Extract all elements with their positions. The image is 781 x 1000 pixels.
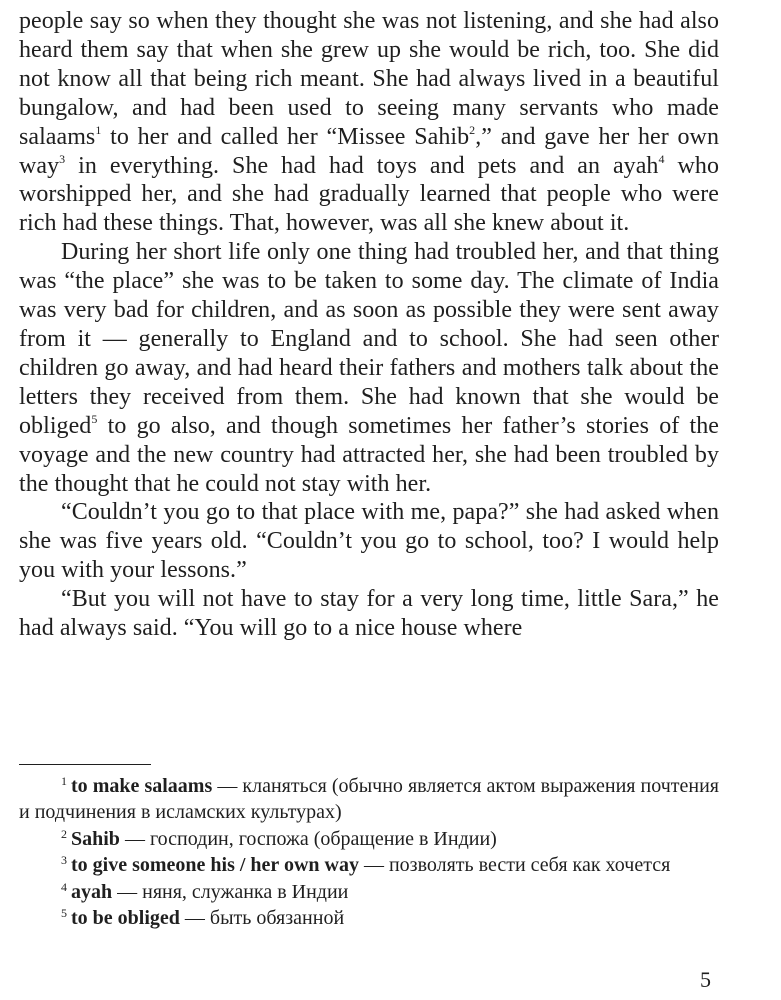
footnote-5: $^5$ to be obliged — быть обязанной <box>61 906 345 930</box>
footnote-ref-5: 5 <box>91 411 98 426</box>
footnote-divider <box>19 764 151 765</box>
paragraph-1: people say so when they thought she was not listening, and she had also heard them say that when she grew up she would be rich, too. She did not know all that being rich meant. She had always lived in a beautiful bungalow, and had been used to seeing many servants who made salaams$^1$ to her and called her “Missee Sahib$^2$,” and gave her her own way$^3$ in everything. She had had toys and pets and an ayah$^4$ who worshipped her, and she had gradually learned that people who were rich had these things. That, however, was all she knew about it. <box>19 8 719 237</box>
footnote-1: $^1$ to make salaams — кланяться (обычно является актом выражения почтения и подчинения в исламских культурах) <box>19 774 720 824</box>
footnote-4: $^4$ ayah — няня, служанка в Индии <box>61 879 349 903</box>
footnote-2: $^2$ Sahib — господин, госпожа (обращение в Индии) <box>61 826 497 850</box>
footnote-ref-1: 1 <box>95 122 102 137</box>
paragraph-4: “But you will not have to stay for a very long time, little Sara,” he had always said. “You will go to a nice house where <box>19 586 719 642</box>
paragraph-3: “Couldn’t you go to that place with me, papa?” she had asked when she was five years old. “Couldn’t you go to school, too? I would help you with your lessons.” <box>19 499 719 584</box>
footnote-3: $^3$ to give someone his / her own way — позволять вести себя как хочется <box>61 853 671 877</box>
main-text <box>19 7 719 643</box>
footnote-ref-3: 3 <box>59 151 66 166</box>
footnotes <box>19 773 719 931</box>
footnote-ref-2: 2 <box>469 122 476 137</box>
page-number: 5 <box>700 967 711 992</box>
footnote-ref-4: 4 <box>658 151 665 166</box>
paragraph-2: During her short life only one thing had troubled her, and that thing was “the place” she was to be taken to some day. The climate of India was very bad for children, and as soon as possible they were sent away from it — generally to England and to school. She had seen other children go away, and had heard their fathers and mothers talk about the letters they received from them. She had known that she would be obliged$^5$ to go also, and though sometimes her father’s stories of the voyage and the new country had attracted her, she had been troubled by the thought that he could not stay with her. <box>19 239 719 497</box>
